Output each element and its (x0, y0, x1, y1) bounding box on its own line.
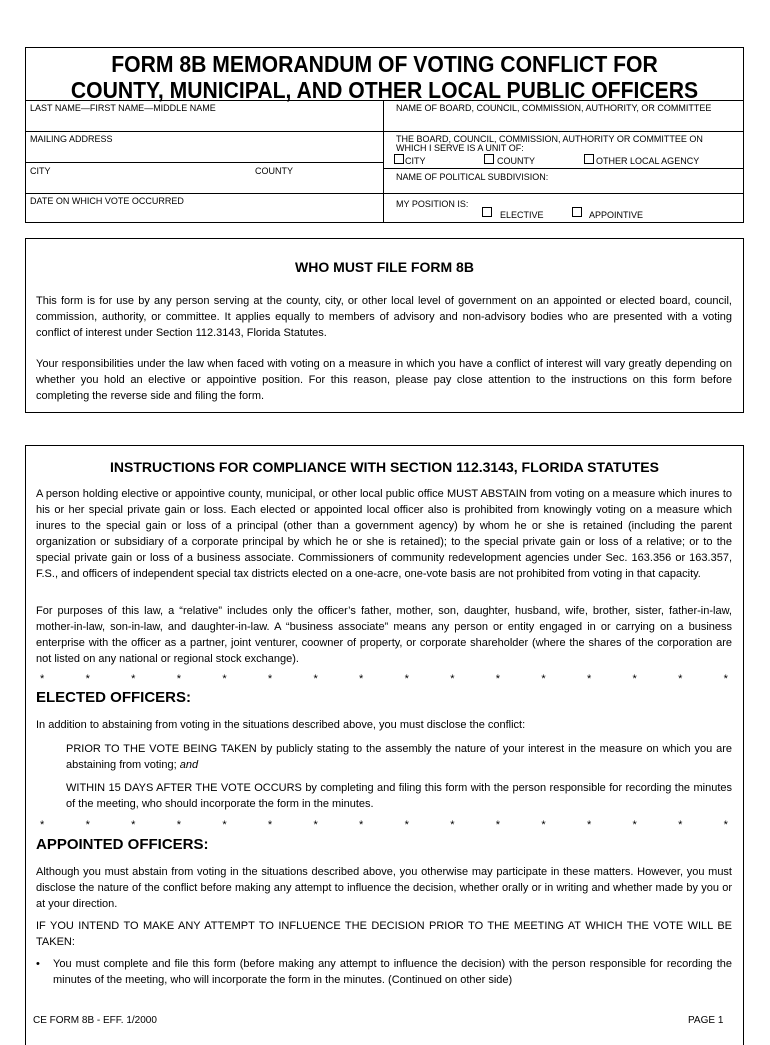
who-paragraph-2: Your responsibilities under the law when faced with voting on a measure in which you have a conflict of interest will vary greatly depending on whether you hold an elective or appointive position. For this reason, please pay close attention to the instructions on this form before completing the reverse side and filing the form. (36, 358, 732, 402)
elected-prior-to-vote: PRIOR TO THE VOTE BEING TAKEN by publicly stating to the assembly the nature of your interest in the measure on which you are abstaining from voting; and (66, 743, 732, 771)
divider (26, 131, 743, 132)
bullet-icon: • (36, 958, 40, 970)
vote-date-field[interactable]: DATE ON WHICH VOTE OCCURRED (30, 196, 184, 206)
elective-checkbox[interactable] (482, 207, 492, 217)
divider (26, 193, 743, 194)
footer-page-number: PAGE 1 (688, 1015, 724, 1026)
elective-option-label: ELECTIVE (500, 210, 544, 220)
city-option-label: CITY (405, 156, 426, 166)
appointed-bullet-item: You must complete and file this form (before making any attempt to influence the decision) with the person responsible for recording the minutes of the meeting, who will incorporate the form in the minutes. (Continued on other side) (53, 958, 732, 986)
footer-form-id: CE FORM 8B - EFF. 1/2000 (33, 1015, 157, 1026)
unit-label-line2: WHICH I SERVE IS A UNIT OF: (396, 143, 524, 153)
divider (383, 168, 743, 169)
star-divider: * * * * * * * * * * * * * * * * (40, 819, 728, 831)
elected-within-15-days: WITHIN 15 DAYS AFTER THE VOTE OCCURS by completing and filing this form with the person responsible for recording the minutes of the meeting, who should incorporate the form in the minutes. (66, 782, 732, 810)
instructions-paragraph-1: A person holding elective or appointive county, municipal, or other local public office MUST ABSTAIN from voting on a measure which inures to his or her special private gain or loss. Each elected or appointed local officer also is prohibited from knowingly voting on a measure which inures to the special gain or loss of a principal (other than a government agency) by whom he or she is retained (including the parent organization or subsidiary of a corporate principal by which he or she is retained); to the special private gain or loss of a relative; or to the special private gain or loss of a business associate. Commissioners of community redevelopment agencies under Sec. 163.356 or 163.357, F.S., and officers of independent special tax districts elected on a one-acre, one-vote basis are not prohibited from voting in that capacity. (36, 488, 732, 580)
form-title-line1: FORM 8B MEMORANDUM OF VOTING CONFLICT FOR (111, 51, 658, 77)
appointed-paragraph-1: Although you must abstain from voting in the situations described above, you otherwise may participate in these matters. However, you must disclose the nature of the conflict before making any attempt to influence the decision, whether orally or in writing and whether made by you or at your direction. (36, 866, 732, 910)
form-title (55, 51, 715, 103)
who-must-file-section (25, 238, 744, 413)
position-label: MY POSITION IS: (396, 199, 469, 209)
county-checkbox[interactable] (484, 154, 494, 164)
mailing-address-field[interactable]: MAILING ADDRESS (30, 134, 113, 144)
who-must-file-title: WHO MUST FILE FORM 8B (295, 259, 474, 275)
divider (383, 100, 384, 222)
elected-officers-heading: ELECTED OFFICERS: (36, 689, 192, 706)
appointed-officers-heading: APPOINTED OFFICERS: (36, 836, 209, 853)
who-paragraph-1: This form is for use by any person serving at the county, city, or other local level of government on an appointed or elected board, council, commission, authority, or committee. It applies equally to members of advisory and non-advisory bodies who are presented with a voting conflict of interest under Section 112.3143, Florida Statutes. (36, 295, 732, 339)
other-agency-option-label: OTHER LOCAL AGENCY (596, 156, 700, 166)
city-checkbox[interactable] (394, 154, 404, 164)
appointive-option-label: APPOINTIVE (589, 210, 644, 220)
instructions-section (25, 445, 744, 1045)
divider (26, 100, 743, 101)
form-header (25, 47, 744, 223)
instructions-paragraph-2: For purposes of this law, a “relative” includes only the officer’s father, mother, son, daughter, husband, wife, brother, sister, father-in-law, mother-in-law, son-in-law, and daughter-in-law. A “business associate” means any person or entity engaged in or carrying on a business enterprise with the officer as a partner, joint venturer, coowner of property, or corporate shareholder (where the shares of the corporation are not listed on any national or regional stock exchange). (36, 605, 732, 665)
form-title-line2: COUNTY, MUNICIPAL, AND OTHER LOCAL PUBLIC OFFICERS (70, 77, 699, 103)
appointive-checkbox[interactable] (572, 207, 582, 217)
elected-intro: In addition to abstaining from voting in the situations described above, you must disclose the conflict: (36, 719, 526, 731)
star-divider: * * * * * * * * * * * * * * * * (40, 673, 728, 685)
county-option-label: COUNTY (497, 156, 535, 166)
political-subdivision-field[interactable]: NAME OF POLITICAL SUBDIVISION: (396, 172, 549, 182)
city-field[interactable]: CITY (30, 166, 51, 176)
county-field[interactable]: COUNTY (255, 166, 293, 176)
instructions-title: INSTRUCTIONS FOR COMPLIANCE WITH SECTION 112.3143, FLORIDA STATUTES (110, 459, 659, 475)
appointed-paragraph-2: IF YOU INTEND TO MAKE ANY ATTEMPT TO INFLUENCE THE DECISION PRIOR TO THE MEETING AT WHICH THE VOTE WILL BE TAKEN: (36, 920, 732, 948)
other-agency-checkbox[interactable] (584, 154, 594, 164)
divider (26, 162, 383, 163)
unit-label-line1: THE BOARD, COUNCIL, COMMISSION, AUTHORITY OR COMMITTEE ON (396, 134, 703, 144)
board-name-field[interactable]: NAME OF BOARD, COUNCIL, COMMISSION, AUTHORITY, OR COMMITTEE (396, 103, 712, 113)
name-field[interactable]: LAST NAME—FIRST NAME—MIDDLE NAME (30, 103, 216, 113)
